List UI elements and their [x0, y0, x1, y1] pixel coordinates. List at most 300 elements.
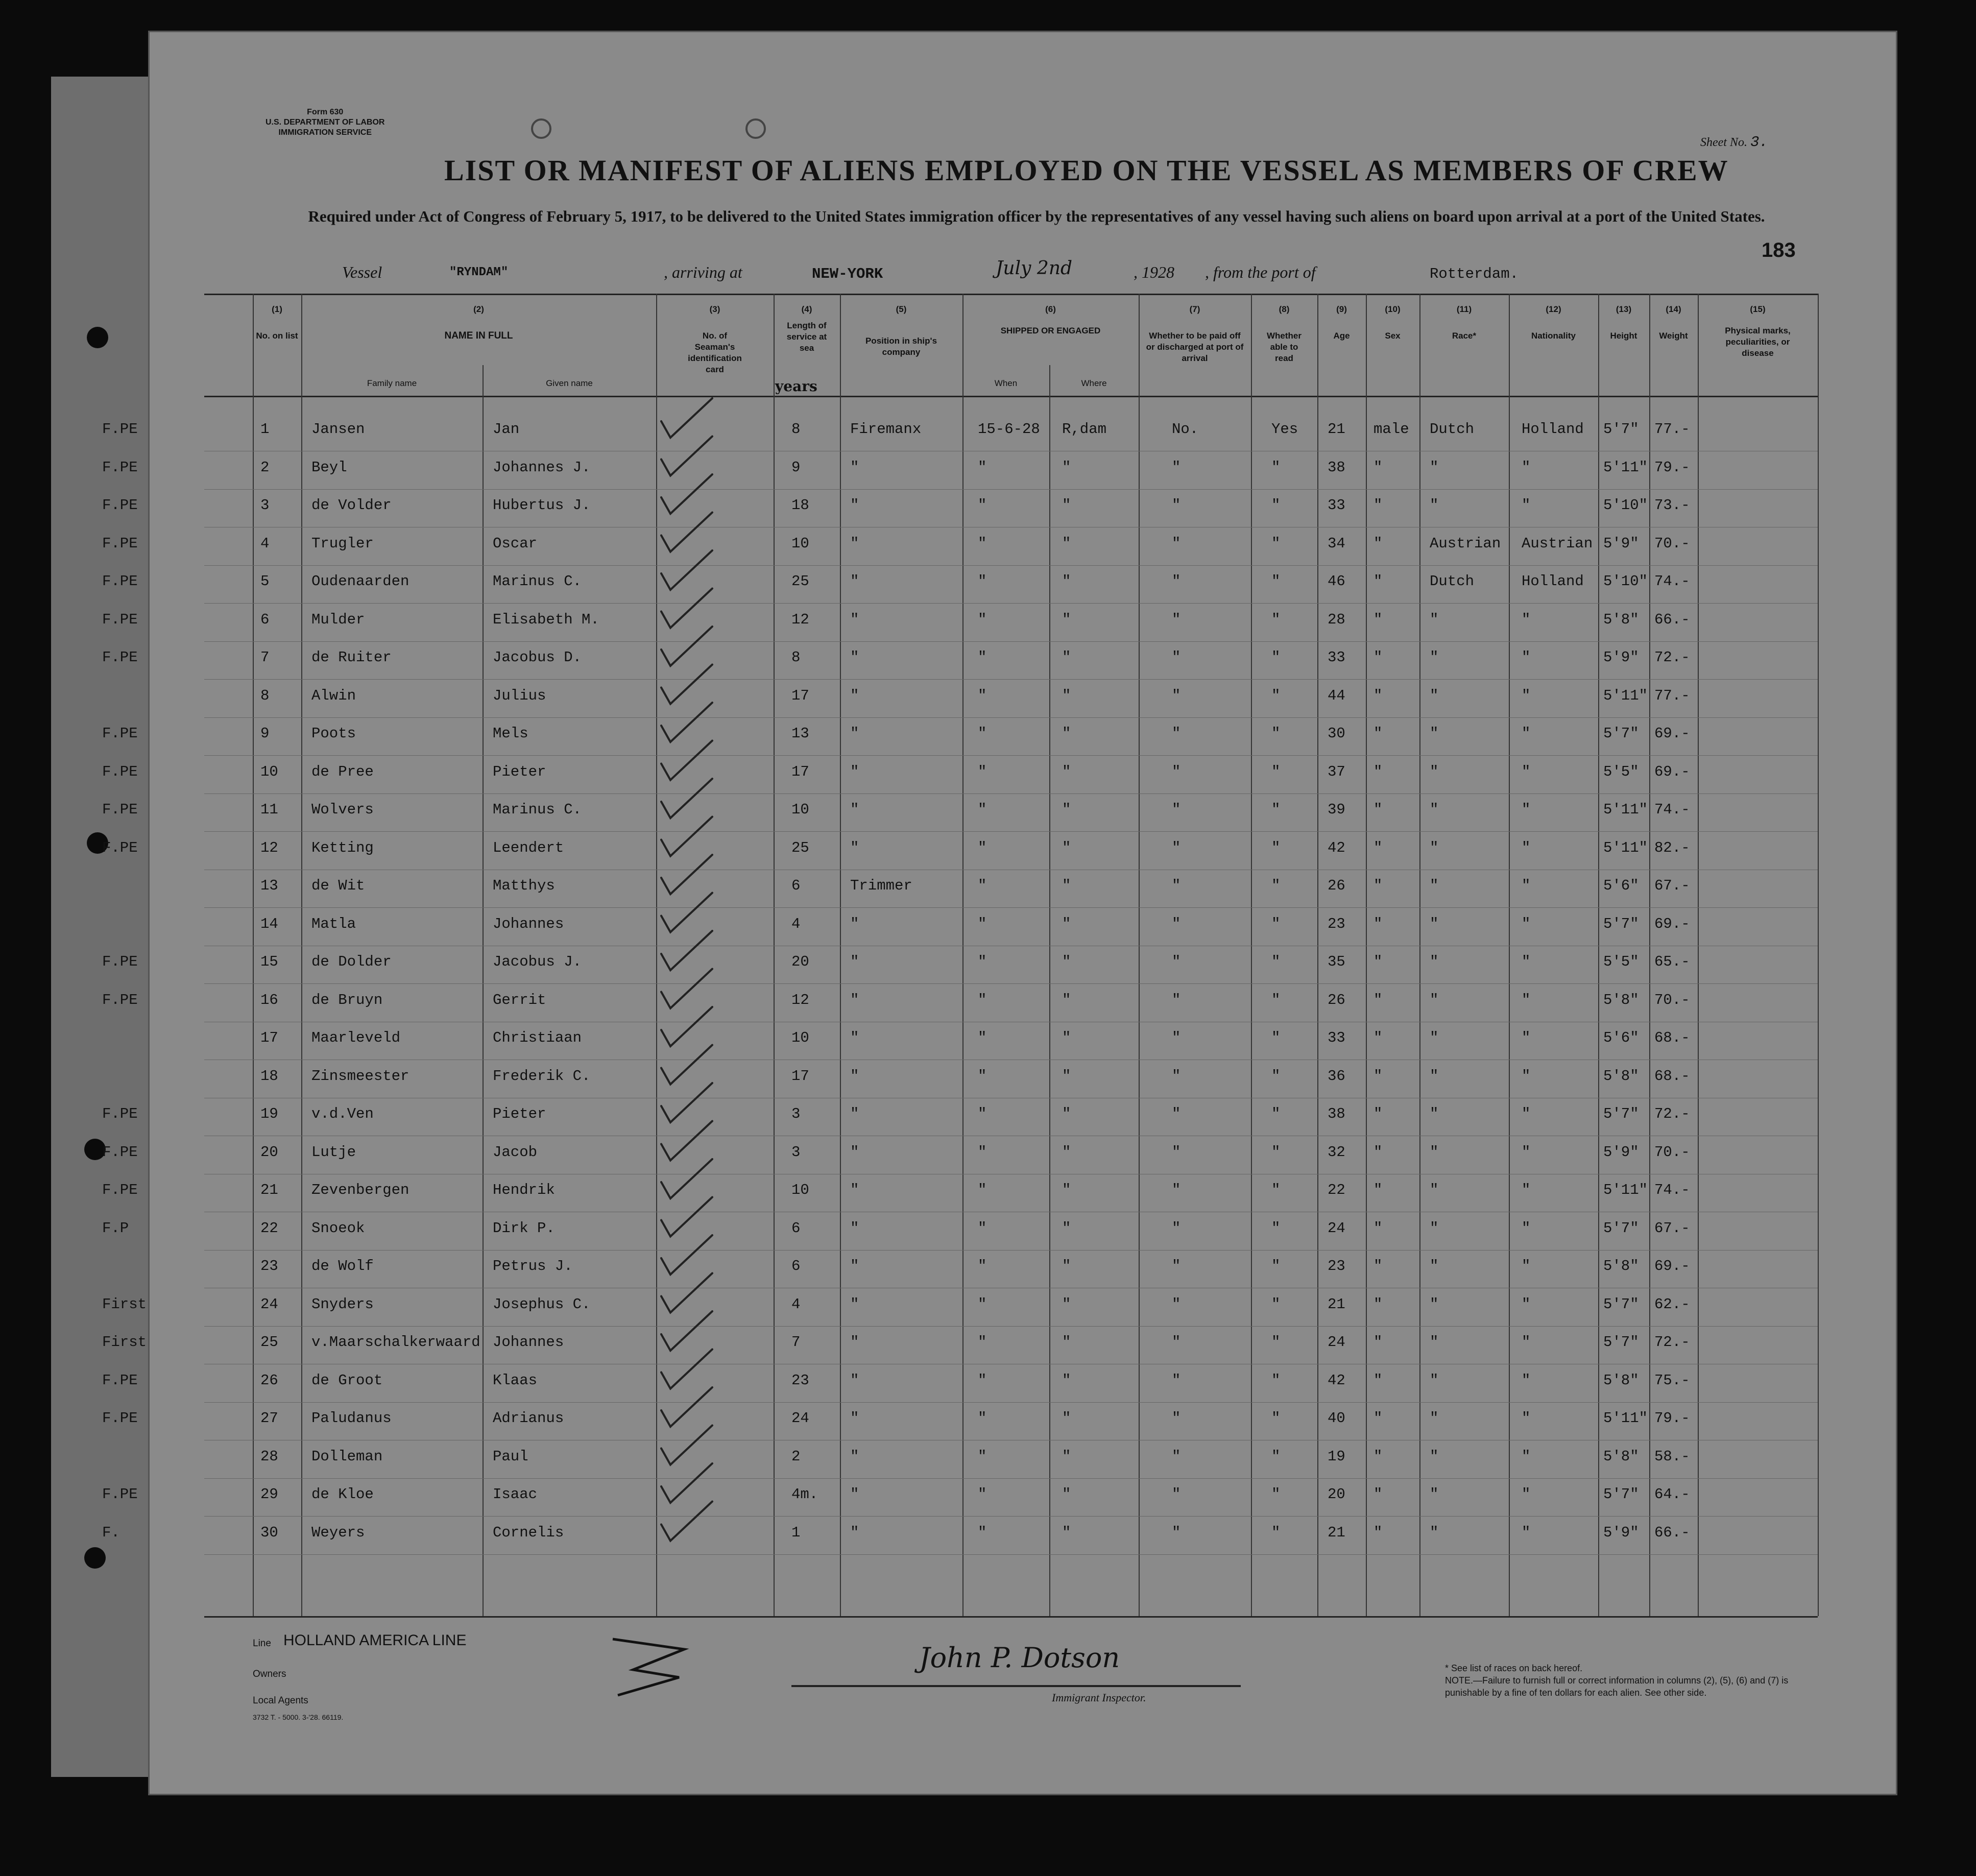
- cell-nationality: ": [1522, 1372, 1531, 1389]
- table-row: [102, 1365, 1818, 1403]
- header-col-14: (14) Weight: [1659, 304, 1688, 341]
- cell-read: ": [1271, 801, 1281, 818]
- cell-service: 6: [791, 1258, 801, 1274]
- cell-weight: 67.-: [1654, 1219, 1690, 1237]
- cell-race: Dutch: [1430, 421, 1475, 438]
- cell-service: 10: [791, 1182, 809, 1198]
- table-row: [102, 794, 1818, 832]
- cell-paid: ": [1172, 687, 1181, 704]
- owner-scribble: [603, 1629, 694, 1700]
- cell-height: 5'7": [1603, 1486, 1639, 1503]
- cell-sex: ": [1373, 1448, 1383, 1465]
- cell-height: 5'8": [1603, 1067, 1639, 1085]
- cell-mark: First: [102, 1334, 147, 1351]
- cell-read: ": [1271, 497, 1281, 514]
- cell-no: 3: [260, 497, 270, 514]
- cell-mark: F.PE: [102, 839, 138, 856]
- cell-nationality: ": [1522, 497, 1531, 514]
- table-row: [102, 1327, 1818, 1364]
- cell-paid: ": [1172, 991, 1181, 1008]
- cell-nationality: ": [1522, 1143, 1531, 1161]
- cell-weight: 70.-: [1654, 991, 1690, 1008]
- cell-position: ": [850, 1182, 859, 1198]
- table-row: [102, 528, 1818, 566]
- cell-age: 20: [1328, 1486, 1345, 1503]
- cell-service: 2: [791, 1448, 801, 1465]
- cell-height: 5'11": [1603, 1182, 1648, 1198]
- cell-where: ": [1062, 953, 1071, 970]
- cell-paid: ": [1172, 1143, 1181, 1161]
- cell-where: ": [1062, 1334, 1071, 1351]
- cell-family: v.Maarschalkerwaard: [311, 1334, 480, 1351]
- cell-family: Trugler: [311, 535, 374, 552]
- cell-given: Julius: [493, 687, 546, 704]
- cell-race: ": [1430, 1334, 1439, 1351]
- cell-weight: 70.-: [1654, 535, 1690, 552]
- cell-nationality: Austrian: [1522, 535, 1593, 552]
- cell-when: ": [978, 839, 987, 856]
- cell-no: 1: [260, 421, 270, 438]
- cell-given: Johannes J.: [493, 459, 591, 476]
- sheet-number: [1700, 134, 1768, 151]
- cell-sex: ": [1373, 1182, 1383, 1198]
- cell-family: v.d.Ven: [311, 1105, 374, 1122]
- document-subtitle: Required under Act of Congress of February 5, 1917, to be delivered to the United States immigration officer by the representatives of any vessel having such aliens on board upon arrival at a port of the United States.: [308, 207, 1765, 225]
- cell-position: ": [850, 535, 859, 552]
- checkmark-icon: [661, 513, 712, 552]
- cell-service: 18: [791, 497, 809, 514]
- cell-family: Ketting: [311, 839, 374, 856]
- checkmark-icon: [661, 1083, 712, 1122]
- header-bottom-border: [204, 396, 1818, 397]
- cell-mark: F.: [102, 1524, 120, 1541]
- cell-race: ": [1430, 991, 1439, 1008]
- cell-age: 26: [1328, 991, 1345, 1008]
- table-row: [102, 1289, 1818, 1327]
- inspector-signature: John P. Dotson: [919, 1642, 1120, 1674]
- owners-label: Owners: [253, 1669, 286, 1679]
- cell-family: Oudenaarden: [311, 573, 409, 590]
- cell-no: 7: [260, 649, 270, 666]
- cell-weight: 58.-: [1654, 1448, 1690, 1465]
- header-col-5: (5) Position in ship's company: [865, 304, 937, 357]
- cell-sex: ": [1373, 1334, 1383, 1351]
- cell-read: ": [1271, 1143, 1281, 1161]
- cell-service: 10: [791, 535, 809, 552]
- cell-where: ": [1062, 1410, 1071, 1427]
- cell-where: ": [1062, 1029, 1071, 1046]
- cell-mark: F.PE: [102, 535, 138, 552]
- cell-nationality: ": [1522, 725, 1531, 742]
- cell-read: ": [1271, 1029, 1281, 1046]
- cell-service: 8: [791, 649, 801, 666]
- checkmark-icon: [661, 1121, 712, 1161]
- cell-service: 7: [791, 1334, 801, 1351]
- cell-given: Oscar: [493, 535, 538, 552]
- document-title: LIST OR MANIFEST OF ALIENS EMPLOYED ON THE VESSEL AS MEMBERS OF CREW: [444, 154, 1729, 187]
- arriving-label: , arriving at: [664, 263, 742, 281]
- header-given-name: Given name: [546, 378, 593, 388]
- cell-where: ": [1062, 763, 1071, 780]
- cell-height: 5'9": [1603, 1524, 1639, 1541]
- header-family-name: Family name: [367, 378, 417, 388]
- cell-where: ": [1062, 877, 1071, 894]
- cell-weight: 70.-: [1654, 1143, 1690, 1161]
- checkmarks-overlay: [656, 396, 774, 1616]
- cell-paid: ": [1172, 763, 1181, 780]
- cell-weight: 69.-: [1654, 1258, 1690, 1274]
- cell-read: ": [1271, 1372, 1281, 1389]
- cell-paid: ": [1172, 1372, 1181, 1389]
- cell-family: Alwin: [311, 687, 356, 704]
- cell-service: 12: [791, 611, 809, 628]
- cell-family: de Dolder: [311, 953, 392, 970]
- cell-position: ": [850, 801, 859, 818]
- cell-no: 16: [260, 991, 278, 1008]
- cell-read: ": [1271, 725, 1281, 742]
- cell-sex: ": [1373, 1486, 1383, 1503]
- cell-position: ": [850, 1067, 859, 1085]
- cell-height: 5'6": [1603, 877, 1639, 894]
- cell-weight: 69.-: [1654, 725, 1690, 742]
- cell-position: ": [850, 763, 859, 780]
- cell-nationality: ": [1522, 1219, 1531, 1237]
- cell-family: de Pree: [311, 763, 374, 780]
- cell-height: 5'7": [1603, 1295, 1639, 1313]
- table-row: [102, 832, 1818, 870]
- arrival-date: July 2nd: [996, 258, 1073, 279]
- table-row: [204, 1022, 1818, 1060]
- cell-nationality: ": [1522, 915, 1531, 932]
- cell-when: ": [978, 611, 987, 628]
- cell-where: ": [1062, 459, 1071, 476]
- local-agents-label: Local Agents: [253, 1695, 308, 1706]
- cell-service: 10: [791, 1029, 809, 1046]
- cell-mark: F.PE: [102, 725, 138, 742]
- cell-sex: ": [1373, 1143, 1383, 1161]
- cell-given: Hendrik: [493, 1182, 555, 1198]
- cell-where: ": [1062, 1448, 1071, 1465]
- cell-where: ": [1062, 1372, 1071, 1389]
- cell-sex: ": [1373, 459, 1383, 476]
- cell-read: ": [1271, 459, 1281, 476]
- cell-age: 44: [1328, 687, 1345, 704]
- print-code: 3732 T. - 5000. 3-'28. 66119.: [253, 1713, 344, 1721]
- cell-sex: ": [1373, 839, 1383, 856]
- row-rule: [204, 1554, 1818, 1555]
- cell-weight: 79.-: [1654, 459, 1690, 476]
- cell-no: 25: [260, 1334, 278, 1351]
- cell-race: ": [1430, 649, 1439, 666]
- cell-read: ": [1271, 953, 1281, 970]
- cell-sex: ": [1373, 763, 1383, 780]
- cell-read: ": [1271, 991, 1281, 1008]
- cell-weight: 74.-: [1654, 801, 1690, 818]
- cell-sex: ": [1373, 535, 1383, 552]
- cell-where: ": [1062, 535, 1071, 552]
- cell-paid: ": [1172, 1067, 1181, 1085]
- cell-service: 6: [791, 1219, 801, 1237]
- cell-where: ": [1062, 915, 1071, 932]
- table-row: [204, 870, 1818, 908]
- cell-read: ": [1271, 687, 1281, 704]
- cell-given: Elisabeth M.: [493, 611, 599, 628]
- checkmark-icon: [661, 1159, 712, 1198]
- cell-weight: 79.-: [1654, 1410, 1690, 1427]
- cell-when: ": [978, 1067, 987, 1085]
- cell-sex: ": [1373, 991, 1383, 1008]
- table-row: [102, 1479, 1818, 1517]
- note-races: * See list of races on back hereof.: [1445, 1663, 1583, 1673]
- cell-family: Snoeok: [311, 1219, 365, 1237]
- cell-position: ": [850, 839, 859, 856]
- cell-weight: 68.-: [1654, 1067, 1690, 1085]
- cell-when: ": [978, 1486, 987, 1503]
- cell-sex: ": [1373, 573, 1383, 590]
- cell-position: ": [850, 687, 859, 704]
- cell-no: 2: [260, 459, 270, 476]
- cell-read: ": [1271, 573, 1281, 590]
- cell-no: 26: [260, 1372, 278, 1389]
- cell-height: 5'7": [1603, 725, 1639, 742]
- cell-read: ": [1271, 915, 1281, 932]
- cell-read: ": [1271, 763, 1281, 780]
- cell-no: 27: [260, 1410, 278, 1427]
- table-row: [102, 756, 1818, 794]
- cell-race: Dutch: [1430, 573, 1475, 590]
- cell-read: Yes: [1271, 421, 1298, 438]
- cell-when: ": [978, 725, 987, 742]
- cell-weight: 66.-: [1654, 611, 1690, 628]
- cell-mark: F.PE: [102, 1372, 138, 1389]
- checkmark-icon: [661, 550, 712, 590]
- table-row: [102, 984, 1818, 1022]
- cell-service: 23: [791, 1372, 809, 1389]
- cell-height: 5'10": [1603, 497, 1648, 514]
- cell-weight: 72.-: [1654, 649, 1690, 666]
- cell-weight: 67.-: [1654, 877, 1690, 894]
- cell-nationality: ": [1522, 687, 1531, 704]
- cell-paid: ": [1172, 839, 1181, 856]
- cell-height: 5'8": [1603, 1258, 1639, 1274]
- cell-paid: ": [1172, 1295, 1181, 1313]
- cell-read: ": [1271, 1067, 1281, 1085]
- cell-no: 28: [260, 1448, 278, 1465]
- cell-given: Cornelis: [493, 1524, 564, 1541]
- cell-position: ": [850, 459, 859, 476]
- cell-sex: ": [1373, 1524, 1383, 1541]
- cell-given: Frederik C.: [493, 1067, 591, 1085]
- cell-position: ": [850, 1258, 859, 1274]
- cell-no: 15: [260, 953, 278, 970]
- cell-race: ": [1430, 915, 1439, 932]
- table-row: [204, 1250, 1818, 1288]
- cell-family: de Wit: [311, 877, 365, 894]
- form-identifier: [266, 107, 384, 138]
- cell-nationality: ": [1522, 801, 1531, 818]
- cell-when: ": [978, 687, 987, 704]
- cell-family: Wolvers: [311, 801, 374, 818]
- cell-where: ": [1062, 649, 1071, 666]
- cell-family: de Wolf: [311, 1258, 374, 1274]
- cell-mark: F.PE: [102, 1182, 138, 1198]
- cell-age: 33: [1328, 497, 1345, 514]
- cell-family: de Volder: [311, 497, 392, 514]
- cell-mark: F.PE: [102, 573, 138, 590]
- cell-nationality: ": [1522, 1334, 1531, 1351]
- checkmark-icon: [661, 931, 712, 970]
- cell-weight: 75.-: [1654, 1372, 1690, 1389]
- cell-where: R,dam: [1062, 421, 1107, 438]
- cell-paid: ": [1172, 1486, 1181, 1503]
- cell-paid: ": [1172, 1029, 1181, 1046]
- cell-position: ": [850, 1105, 859, 1122]
- cell-read: ": [1271, 1334, 1281, 1351]
- cell-race: ": [1430, 1486, 1439, 1503]
- cell-age: 21: [1328, 1524, 1345, 1541]
- cell-position: ": [850, 1295, 859, 1313]
- cell-service: 25: [791, 573, 809, 590]
- cell-height: 5'7": [1603, 1105, 1639, 1122]
- origin-port: Rotterdam.: [1430, 266, 1519, 282]
- cell-position: ": [850, 1143, 859, 1161]
- table-row: [102, 604, 1818, 642]
- cell-read: ": [1271, 611, 1281, 628]
- header-when: When: [994, 378, 1018, 388]
- cell-paid: ": [1172, 1105, 1181, 1122]
- cell-no: 30: [260, 1524, 278, 1541]
- cell-nationality: ": [1522, 953, 1531, 970]
- cell-read: ": [1271, 535, 1281, 552]
- cell-sex: ": [1373, 497, 1383, 514]
- cell-race: ": [1430, 497, 1439, 514]
- cell-no: 13: [260, 877, 278, 894]
- cell-service: 17: [791, 687, 809, 704]
- cell-race: ": [1430, 1182, 1439, 1198]
- cell-paid: ": [1172, 725, 1181, 742]
- cell-given: Marinus C.: [493, 801, 582, 818]
- cell-nationality: ": [1522, 649, 1531, 666]
- cell-age: 33: [1328, 1029, 1345, 1046]
- cell-family: de Groot: [311, 1372, 383, 1389]
- checkmark-icon: [661, 1387, 712, 1427]
- cell-height: 5'11": [1603, 801, 1648, 818]
- page-number: 183: [1762, 239, 1796, 261]
- cell-age: 46: [1328, 573, 1345, 590]
- cell-weight: 73.-: [1654, 497, 1690, 514]
- cell-when: ": [978, 915, 987, 932]
- cell-position: ": [850, 1410, 859, 1427]
- cell-paid: ": [1172, 1448, 1181, 1465]
- cell-read: ": [1271, 1105, 1281, 1122]
- cell-height: 5'8": [1603, 1372, 1639, 1389]
- cell-race: ": [1430, 1258, 1439, 1274]
- cell-height: 5'7": [1603, 421, 1639, 438]
- table-row: [102, 566, 1818, 604]
- header-col-8: (8) Whether able to read: [1267, 304, 1302, 363]
- cell-mark: F.PE: [102, 459, 138, 476]
- cell-service: 17: [791, 1067, 809, 1085]
- cell-position: ": [850, 915, 859, 932]
- table-row: [102, 946, 1818, 984]
- table-row: [102, 1174, 1818, 1212]
- cell-when: ": [978, 1143, 987, 1161]
- cell-no: 19: [260, 1105, 278, 1122]
- header-col-4: (4) Length of service at sea: [786, 304, 827, 353]
- cell-when: ": [978, 1372, 987, 1389]
- cell-service: 3: [791, 1143, 801, 1161]
- cell-age: 24: [1328, 1219, 1345, 1237]
- cell-when: ": [978, 801, 987, 818]
- checkmark-icon: [661, 1311, 712, 1351]
- table-bottom-border: [204, 1616, 1818, 1618]
- cell-nationality: ": [1522, 1486, 1531, 1503]
- table-row: [102, 642, 1818, 680]
- punch-hole-ring: [745, 118, 766, 139]
- cell-sex: ": [1373, 687, 1383, 704]
- cell-sex: ": [1373, 1029, 1383, 1046]
- cell-read: ": [1271, 1258, 1281, 1274]
- cell-mark: F.PE: [102, 1105, 138, 1122]
- cell-when: ": [978, 991, 987, 1008]
- cell-weight: 69.-: [1654, 915, 1690, 932]
- checkmark-icon: [661, 589, 712, 628]
- cell-where: ": [1062, 1524, 1071, 1541]
- cell-age: 34: [1328, 535, 1345, 552]
- cell-race: ": [1430, 687, 1439, 704]
- cell-mark: F.PE: [102, 763, 138, 780]
- cell-nationality: ": [1522, 991, 1531, 1008]
- cell-race: ": [1430, 801, 1439, 818]
- cell-nationality: ": [1522, 1295, 1531, 1313]
- cell-where: ": [1062, 801, 1071, 818]
- cell-weight: 77.-: [1654, 687, 1690, 704]
- cell-family: Weyers: [311, 1524, 365, 1541]
- table-row: [102, 452, 1818, 490]
- cell-nationality: Holland: [1522, 421, 1584, 438]
- cell-read: ": [1271, 1448, 1281, 1465]
- cell-mark: F.PE: [102, 801, 138, 818]
- cell-mark: F.PE: [102, 1486, 138, 1503]
- cell-service: 8: [791, 421, 801, 438]
- cell-when: ": [978, 1524, 987, 1541]
- cell-where: ": [1062, 611, 1071, 628]
- cell-weight: 74.-: [1654, 1182, 1690, 1198]
- note-penalty: NOTE.—Failure to furnish full or correct information in columns (2), (5), (6) and (7) is punishable by a fine of ten dollars for each alien. See other side.: [1445, 1675, 1789, 1698]
- department: U.S. DEPARTMENT OF LABOR: [266, 118, 385, 127]
- table-row: [204, 1061, 1818, 1098]
- cell-service: 10: [791, 801, 809, 818]
- cell-paid: ": [1172, 573, 1181, 590]
- cell-mark: F.PE: [102, 497, 138, 514]
- cell-race: ": [1430, 1372, 1439, 1389]
- cell-nationality: ": [1522, 877, 1531, 894]
- cell-paid: ": [1172, 1334, 1181, 1351]
- cell-given: Jacobus J.: [493, 953, 582, 970]
- cell-height: 5'5": [1603, 763, 1639, 780]
- cell-age: 37: [1328, 763, 1345, 780]
- cell-given: Jacobus D.: [493, 649, 582, 666]
- checkmark-icon: [661, 1426, 712, 1465]
- cell-nationality: ": [1522, 459, 1531, 476]
- cell-race: ": [1430, 839, 1439, 856]
- cell-height: 5'8": [1603, 611, 1639, 628]
- cell-service: 12: [791, 991, 809, 1008]
- cell-mark: F.PE: [102, 1143, 138, 1161]
- cell-no: 22: [260, 1219, 278, 1237]
- cell-age: 21: [1328, 421, 1345, 438]
- cell-race: ": [1430, 1067, 1439, 1085]
